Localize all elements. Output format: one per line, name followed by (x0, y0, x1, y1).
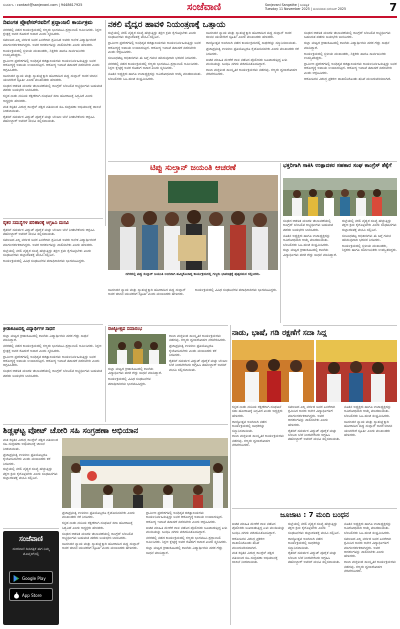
paragraph: ಶಾಲಾ ಮಕ್ಕಳಿಂದ ಸಾಂಸ್ಕೃತಿಕ ಕಾರ್ಯಕ್ರಮಗಳು ನಡೆದವು. ಗಣ್ಯರು ಧ್ವಜಾರೋಹಣ ನೆರವೇರಿಸಿದರು. (232, 434, 284, 448)
article-headline: ಶಿಡ್ಲಘಟ್ಟ ವೋಟ್ ಚೋರಿ ಸಹಿ ಸಂಗ್ರಹಣಾ ಅಭಿಯಾನ (3, 426, 139, 435)
paragraph: ರೈತರಿಗೆ ಸಮರ್ಪಕ ವಿದ್ಯುತ್ ಪೂರೈಕೆ ಮತ್ತು ಬೆಂಬಲ ಬೆಲೆ ನೀಡಬೇಕೆಂದು ಆಗ್ರಹಿಸಿ ತಹಶೀಲ್ದಾರ್ ಅವರಿಗೆ ಮನವಿ ಸಲ್ಲಿಸಲಾಯಿತು. (169, 359, 228, 372)
paragraph: ಕಾರ್ಯಕ್ರಮದಲ್ಲಿ ಸ್ಥಳೀಯ ಮುಖಂಡರು, ಶಿಕ್ಷಕರು ಹಾಗೂ ಸಾರ್ವಜನಿಕರು ಉಪಸ್ಥಿತರಿದ್ದರು. (3, 48, 85, 58)
article-body (3, 438, 59, 526)
article-body (283, 219, 338, 323)
paragraph: ಖಚಿತ ಮಾಹಿತಿ ಮೇರೆಗೆ ದಾಳಿ ನಡೆಸಿದ ಪೊಲೀಸರು ಜೂಜಾಡುತ್ತಿದ್ದ ಏಳು ಮಂದಿಯನ್ನು ಬಂಧಿಸಿ ನಗದು ವಶಪಡಿಸಿಕೊಂಡಿದ್ದಾರೆ. (232, 522, 285, 535)
article-body (304, 31, 397, 159)
paragraph: ಸಂಘದ ಆಡಳಿತ ಮಂಡಳಿ ಚುನಾವಣೆಯಲ್ಲಿ ಕಾಂಗ್ರೆಸ್ ಬೆಂಬಲಿತ ಅಭ್ಯರ್ಥಿಗಳು ಬಹುಮತ ಪಡೆದು ಜಯಭೇರಿ ಬಾರಿಸಿದರು. (304, 31, 391, 40)
paragraph: ಜಿಲ್ಲಾ ಮಟ್ಟದ ಕ್ರೀಡಾಕೂಟದಲ್ಲಿ ಶಾಲೆಯ ವಿದ್ಯಾರ್ಥಿಗಳು ಪದಕ ಗೆದ್ದು ಸಾಧನೆ ಮಾಡಿದ್ದಾರೆ. (3, 334, 89, 343)
paragraph: ಜಿಲ್ಲಾ ಮಟ್ಟದ ಕ್ರೀಡಾಕೂಟದಲ್ಲಿ ಶಾಲೆಯ ವಿದ್ಯಾರ್ಥಿಗಳು ಪದಕ ಗೆದ್ದು ಸಾಧನೆ ಮಾಡಿದ್ದಾರೆ. (304, 41, 390, 50)
paragraph: ಕಾರ್ಯಕ್ರಮದಲ್ಲಿ ಸ್ಥಳೀಯ ಮುಖಂಡರು, ಶಿಕ್ಷಕರು ಹಾಗೂ ಸಾರ್ವಜನಿಕರು ಉಪಸ್ಥಿತರಿದ್ದರು. (342, 244, 397, 253)
article-body (108, 31, 202, 159)
paragraph: ಪ್ರಜಾಪ್ರಭುತ್ವ ಉಳಿಸಲು ಪ್ರತಿಯೊಬ್ಬರೂ ಕೈಜೋಡಿಸಬೇಕು ಎಂದು ಮುಖಂಡರು ಕರೆ ನೀಡಿದರು. (169, 344, 217, 358)
section-divider (232, 508, 397, 509)
paragraph: ಗ್ರಾಮೀಣ ಪ್ರದೇಶಗಳಲ್ಲಿ ಅನಧಿಕೃತ ಚಿಕಿತ್ಸಾಲಯಗಳು ಕಾರ್ಯನಿರ್ವಹಿಸುತ್ತಿದ್ದು ಜನರ ಆರೋಗ್ಯಕ್ಕೆ ಅಪಾಯ ಉಂಟಾಗುತ್ತಿದೆ. ಆರೋಗ್ಯ ಇಲಾಖೆ ತಪಾಸಣೆ ನಡೆಸಬೇಕು ಎಂದು ಆಗ್ರಹಿಸಿದರು. (3, 354, 100, 368)
contact-email[interactable]: contact@sanjevani.com (16, 3, 58, 7)
promo-tagline: ಸಂಜೆವಾಣಿ ದಿನಪತ್ರಿಕೆ ಈಗ ನಿಮ್ಮ ಮೊಬೈಲ್‌ನಲ್ಲಿ (12, 547, 50, 556)
paragraph: ಜಿಲ್ಲಾ ಮಟ್ಟದ ಕ್ರೀಡಾಕೂಟದಲ್ಲಿ ಶಾಲೆಯ ವಿದ್ಯಾರ್ಥಿಗಳು ಪದಕ ಗೆದ್ದು ಸಾಧನೆ ಮಾಡಿದ್ದಾರೆ. (283, 248, 338, 257)
article-body (108, 367, 166, 422)
article-headline: ಭಕ್ತರಿಗಾಗಿ ಸಾಕಿಸಿ ಉತ್ಪಾದಕರ ಸಹಕಾರ ಸಂಘ ಕಾಂಗ್ರೆಸ್ ತೆಕ್ಕೆಗೆ (283, 163, 392, 169)
paragraph: ಸಮಾಜದ ಎಲ್ಲ ವರ್ಗದ ಜನರ ಏಳಿಗೆಗಾಗಿ ಶ್ರಮಿಸಿದ ಅವರು ಅನೇಕ ವಿದ್ಯಾರ್ಥಿಗಳಿಗೆ ಮಾರ್ಗದರ್ಶಕರಾಗಿದ್ದರು. ಅವರ ಆದರ್ಶಗಳನ್ನು ಪಾಲಿಸಬೇಕು ಎಂದು ಹೇಳಿದರು. (3, 38, 97, 47)
paragraph: ಗ್ರಾಮೀಣ ಪ್ರದೇಶಗಳಲ್ಲಿ ಅನಧಿಕೃತ ಚಿಕಿತ್ಸಾಲಯಗಳು ಕಾರ್ಯನಿರ್ವಹಿಸುತ್ತಿದ್ದು ಜನರ ಆರೋಗ್ಯಕ್ಕೆ ಅಪಾಯ ಉಂಟಾಗುತ್ತಿದೆ. ಆರೋಗ್ಯ ಇಲಾಖೆ ತಪಾಸಣೆ ನಡೆಸಬೇಕು ಎಂದು ಆಗ್ರಹಿಸಿದರು. (146, 511, 223, 524)
issue-date: Tuesday 11 November 2025 | ಮಂಗಳವಾರ ನವೆಂಬರ್ 2025 (265, 7, 346, 11)
article-body (3, 228, 103, 322)
promo-logo: ಸಂಜೆವಾಣಿ (19, 535, 43, 543)
contact-phone: 9448617925 (60, 3, 83, 7)
article-body (3, 334, 103, 422)
stage-photo (316, 340, 397, 402)
section-divider (3, 424, 228, 425)
paragraph: ರಾಜ್ಯೋತ್ಸವ ಅಂಗವಾಗಿ ನಡೆದ ಕಾರ್ಯಕ್ರಮದಲ್ಲಿ ಸಾಧಕರನ್ನು ಸನ್ಮಾನಿಸಲಾಯಿತು. (206, 41, 297, 46)
paragraph: ಜಿಲ್ಲೆಯಲ್ಲಿ ನಕಲಿ ವೈದ್ಯರ ಸಂಖ್ಯೆ ಹೆಚ್ಚುತ್ತಿದ್ದು ತಕ್ಷಣ ಕ್ರಮ ಕೈಗೊಳ್ಳಬೇಕು ಎಂದು ಸಂಘಟನೆಗಳು ಜಿಲ್ಲಾಡಳಿತಕ್ಕೆ ಮನವಿ ಸಲ್ಲಿಸಿವೆ. (108, 31, 197, 40)
paragraph: ಮತ ಕಳ್ಳತನ ವಿರುದ್ಧ ಕಾಂಗ್ರೆಸ್ ಪಕ್ಷದ ವತಿಯಿಂದ ಸಹಿ ಸಂಗ್ರಹಣಾ ಅಭಿಯಾನಕ್ಕೆ ಚಾಲನೆ ನೀಡಲಾಯಿತು. (3, 438, 59, 451)
coop-group-image (283, 178, 397, 216)
paragraph: ರೈತರಿಗೆ ಸಮರ್ಪಕ ವಿದ್ಯುತ್ ಪೂರೈಕೆ ಮತ್ತು ಬೆಂಬಲ ಬೆಲೆ ನೀಡಬೇಕೆಂದು ಆಗ್ರಹಿಸಿ ತಹಶೀಲ್ದಾರ್ ಅವರಿಗೆ ಮನವಿ ಸಲ್ಲಿಸಲಾಯಿತು. (3, 114, 95, 124)
paragraph: ಶಾಲಾ ಮಕ್ಕಳಿಂದ ಸಾಂಸ್ಕೃತಿಕ ಕಾರ್ಯಕ್ರಮಗಳು ನಡೆದವು. ಗಣ್ಯರು ಧ್ವಜಾರೋಹಣ ನೆರವೇರಿಸಿದರು. (169, 334, 227, 343)
paragraph: ಸಾಮಾಜಿಕ ನ್ಯಾಯ ಮತ್ತು ಸ್ವಾತಂತ್ರ್ಯಕ್ಕಾಗಿ ಹೋರಾಡಿದ ಟಿಪ್ಪು ಸುಲ್ತಾನ್ ಅವರ ಜೀವನ ಯುವಕರಿಗೆ ಸ್ಫೂರ್ತಿ ಎಂದು ಮುಖಂಡರು ಹೇಳಿದರು. (108, 288, 186, 297)
paragraph: ಜಿಲ್ಲೆಯಲ್ಲಿ ನಕಲಿ ವೈದ್ಯರ ಸಂಖ್ಯೆ ಹೆಚ್ಚುತ್ತಿದ್ದು ತಕ್ಷಣ ಕ್ರಮ ಕೈಗೊಳ್ಳಬೇಕು ಎಂದು ಸಂಘಟನೆಗಳು ಜಿಲ್ಲಾಡಳಿತಕ್ಕೆ ಮನವಿ ಸಲ್ಲಿಸಿವೆ. (288, 522, 340, 535)
paragraph: ನಗರದಲ್ಲಿ ನಡೆದ ಕಾರ್ಯಕ್ರಮದಲ್ಲಿ ಗಣ್ಯರು ಭಾಗವಹಿಸಿ ಶ್ರದ್ಧಾಂಜಲಿ ಅರ್ಪಿಸಿದರು. ಶಿಕ್ಷಣ ಕ್ಷೇತ್ರಕ್ಕೆ ಅವರ ಕೊಡುಗೆ ಅಪಾರ ಎಂದು ಸ್ಮರಿಸಿದರು. (3, 344, 102, 353)
column-rule (280, 163, 281, 323)
article-body (108, 288, 191, 322)
group-photo-image (108, 175, 278, 270)
paragraph: ಗ್ರಾಮೀಣ ಪ್ರದೇಶಗಳಲ್ಲಿ ಅನಧಿಕೃತ ಚಿಕಿತ್ಸಾಲಯಗಳು ಕಾರ್ಯನಿರ್ವಹಿಸುತ್ತಿದ್ದು ಜನರ ಆರೋಗ್ಯಕ್ಕೆ ಅಪಾಯ ಉಂಟಾಗುತ್ತಿದೆ. ಆರೋಗ್ಯ ಇಲಾಖೆ ತಪಾಸಣೆ ನಡೆಸಬೇಕು ಎಂದು ಆಗ್ರಹಿಸಿದರು. (304, 61, 397, 75)
paragraph: ನಗರದಲ್ಲಿ ನಡೆದ ಕಾರ್ಯಕ್ರಮದಲ್ಲಿ ಗಣ್ಯರು ಭಾಗವಹಿಸಿ ಶ್ರದ್ಧಾಂಜಲಿ ಅರ್ಪಿಸಿದರು. ಶಿಕ್ಷಣ ಕ್ಷೇತ್ರಕ್ಕೆ ಅವರ ಕೊಡುಗೆ ಅಪಾರ ಎಂದು ಸ್ಮರಿಸಿದರು. (3, 28, 102, 37)
paragraph: ಖಚಿತ ಮಾಹಿತಿ ಮೇರೆಗೆ ದಾಳಿ ನಡೆಸಿದ ಪೊಲೀಸರು ಜೂಜಾಡುತ್ತಿದ್ದ ಏಳು ಮಂದಿಯನ್ನು ಬಂಧಿಸಿ ನಗದು ವಶಪಡಿಸಿಕೊಂಡಿದ್ದಾರೆ. (206, 57, 288, 66)
paragraph: ಗ್ರಾಮೀಣ ಪ್ರದೇಶಗಳಲ್ಲಿ ಅನಧಿಕೃತ ಚಿಕಿತ್ಸಾಲಯಗಳು ಕಾರ್ಯನಿರ್ವಹಿಸುತ್ತಿದ್ದು ಜನರ ಆರೋಗ್ಯಕ್ಕೆ ಅಪಾಯ ಉಂಟಾಗುತ್ತಿದೆ. ಆರೋಗ್ಯ ಇಲಾಖೆ ತಪಾಸಣೆ ನಡೆಸಬೇಕು ಎಂದು ಆಗ್ರಹಿಸಿದರು. (3, 58, 100, 72)
google-play-button[interactable] (9, 571, 53, 584)
contact-label: ಸಂಪರ್ಕಿಸಿ : (3, 3, 17, 7)
paragraph: ರೈತರಿಗೆ ಸಮರ್ಪಕ ವಿದ್ಯುತ್ ಪೂರೈಕೆ ಮತ್ತು ಬೆಂಬಲ ಬೆಲೆ ನೀಡಬೇಕೆಂದು ಆಗ್ರಹಿಸಿ ತಹಶೀಲ್ದಾರ್ ಅವರಿಗೆ ಮನವಿ ಸಲ್ಲಿಸಲಾಯಿತು. (288, 551, 341, 565)
paragraph: ರೈತರಿಗೆ ಸಮರ್ಪಕ ವಿದ್ಯುತ್ ಪೂರೈಕೆ ಮತ್ತು ಬೆಂಬಲ ಬೆಲೆ ನೀಡಬೇಕೆಂದು ಆಗ್ರಹಿಸಿ ತಹಶೀಲ್ದಾರ್ ಅವರಿಗೆ ಮನವಿ ಸಲ್ಲಿಸಲಾಯಿತು. (288, 428, 341, 442)
paragraph: ಕನ್ನಡ ನಾಡು ನುಡಿಯ ರಕ್ಷಣೆಗಾಗಿ ಸಂಘಟನೆ ಸದಾ ಹೋರಾಟಕ್ಕೆ ಸಿದ್ಧವಿದೆ ಎಂದು ಅಧ್ಯಕ್ಷರು ಹೇಳಿದರು. (232, 405, 283, 418)
section-divider (3, 324, 103, 325)
paragraph: ಸಾಮಾಜಿಕ ನ್ಯಾಯ ಮತ್ತು ಸ್ವಾತಂತ್ರ್ಯಕ್ಕಾಗಿ ಹೋರಾಡಿದ ಟಿಪ್ಪು ಸುಲ್ತಾನ್ ಅವರ ಜೀವನ ಯುವಕರಿಗೆ ಸ್ಫೂರ್ತಿ ಎಂದು ಮುಖಂಡರು ಹೇಳಿದರು. (62, 541, 140, 551)
paragraph: ಸಂಘದ ಆಡಳಿತ ಮಂಡಳಿ ಚುನಾವಣೆಯಲ್ಲಿ ಕಾಂಗ್ರೆಸ್ ಬೆಂಬಲಿತ ಅಭ್ಯರ್ಥಿಗಳು ಬಹುಮತ ಪಡೆದು ಜಯಭೇರಿ ಬಾರಿಸಿದರು. (3, 369, 103, 378)
brief-image (108, 334, 166, 364)
paragraph: ಕಾರ್ಯಕ್ರಮದಲ್ಲಿ ವಿವಿಧ ಸಂಘಟನೆಗಳ ಪದಾಧಿಕಾರಿಗಳು ಭಾಗವಹಿಸಿದ್ದರು. (108, 377, 151, 386)
paragraph: ಪ್ರಜಾಪ್ರಭುತ್ವ ಉಳಿಸಲು ಪ್ರತಿಯೊಬ್ಬರೂ ಕೈಜೋಡಿಸಬೇಕು ಎಂದು ಮುಖಂಡರು ಕರೆ ನೀಡಿದರು. (62, 511, 135, 520)
paragraph: ನೂತನ ಅಧ್ಯಕ್ಷರು ಹಾಗೂ ಉಪಾಧ್ಯಕ್ಷರನ್ನು ಅವಿರೋಧವಾಗಿ ಆಯ್ಕೆ ಮಾಡಲಾಯಿತು. ಬೆಂಬಲಿಗರು ಸಿಹಿ ಹಂಚಿ ಸಂಭ್ರಮಿಸಿದರು. (283, 233, 330, 247)
article-body (232, 522, 285, 625)
campaign-photo (62, 438, 228, 508)
article-body (62, 511, 142, 625)
play-store-icon (13, 575, 20, 582)
column-rule (105, 326, 106, 422)
article-headline: ನಕಲಿ ವೈದ್ಯರ ಹಾವಳಿ ನಿಯಂತ್ರಣಕ್ಕೆ ಒತ್ತಾಯ (108, 19, 226, 29)
article-headline: ದಿವಂಗತ ಪ್ರೊಫೆಸರ್‌ರವರಿಗೆ ಶ್ರದ್ಧಾಂಜಲಿ ಕಾರ್ಯಕ್ರಮ (3, 20, 93, 26)
paragraph: ನೂತನ ಅಧ್ಯಕ್ಷರು ಹಾಗೂ ಉಪಾಧ್ಯಕ್ಷರನ್ನು ಅವಿರೋಧವಾಗಿ ಆಯ್ಕೆ ಮಾಡಲಾಯಿತು. ಬೆಂಬಲಿಗರು ಸಿಹಿ ಹಂಚಿ ಸಂಭ್ರಮಿಸಿದರು. (344, 405, 391, 418)
article-headline: ರೈತರ ಸಮಸ್ಯೆಗಳ ಪರಿಹಾರಕ್ಕೆ ಆಗ್ರಹಿಸಿ ಮನವಿ (3, 221, 69, 226)
page-number: 7 (389, 1, 397, 14)
paragraph: ಸಮಾಜದ ಎಲ್ಲ ವರ್ಗದ ಜನರ ಏಳಿಗೆಗಾಗಿ ಶ್ರಮಿಸಿದ ಅವರು ಅನೇಕ ವಿದ್ಯಾರ್ಥಿಗಳಿಗೆ ಮಾರ್ಗದರ್ಶಕರಾಗಿದ್ದರು. ಅವರ ಆದರ್ಶಗಳನ್ನು ಪಾಲಿಸಬೇಕು ಎಂದು ಹೇಳಿದರು. (344, 536, 392, 559)
app-store-label: App Store (22, 593, 42, 598)
app-store-button[interactable] (9, 588, 53, 601)
masthead-divider (3, 16, 397, 18)
contact-line: ಸಂಪರ್ಕಿಸಿ : contact@sanjevani.com | 9448617925 (3, 3, 83, 7)
paragraph: ಗ್ರಾಮೀಣ ಪ್ರದೇಶಗಳಲ್ಲಿ ಅನಧಿಕೃತ ಚಿಕಿತ್ಸಾಲಯಗಳು ಕಾರ್ಯನಿರ್ವಹಿಸುತ್ತಿದ್ದು ಜನರ ಆರೋಗ್ಯಕ್ಕೆ ಅಪಾಯ ಉಂಟಾಗುತ್ತಿದೆ. ಆರೋಗ್ಯ ಇಲಾಖೆ ತಪಾಸಣೆ ನಡೆಸಬೇಕು ಎಂದು ಆಗ್ರಹಿಸಿದರು. (108, 41, 201, 55)
paragraph: ನಗರದಲ್ಲಿ ನಡೆದ ಕಾರ್ಯಕ್ರಮದಲ್ಲಿ ಗಣ್ಯರು ಭಾಗವಹಿಸಿ ಶ್ರದ್ಧಾಂಜಲಿ ಅರ್ಪಿಸಿದರು. ಶಿಕ್ಷಣ ಕ್ಷೇತ್ರಕ್ಕೆ ಅವರ ಕೊಡುಗೆ ಅಪಾರ ಎಂದು ಸ್ಮರಿಸಿದರು. (146, 536, 227, 545)
article-body (342, 219, 397, 323)
felicitation-image (232, 340, 314, 402)
newspaper-logo: ಸಂಜೆವಾಣಿ (187, 2, 221, 13)
column-rule (230, 325, 231, 625)
paragraph: ಜಿಲ್ಲಾ ಮಟ್ಟದ ಕ್ರೀಡಾಕೂಟದಲ್ಲಿ ಶಾಲೆಯ ವಿದ್ಯಾರ್ಥಿಗಳು ಪದಕ ಗೆದ್ದು ಸಾಧನೆ ಮಾಡಿದ್ದಾರೆ. (108, 367, 163, 376)
paragraph: ಮತ ಕಳ್ಳತನ ವಿರುದ್ಧ ಕಾಂಗ್ರೆಸ್ ಪಕ್ಷದ ವತಿಯಿಂದ ಸಹಿ ಸಂಗ್ರಹಣಾ ಅಭಿಯಾನಕ್ಕೆ ಚಾಲನೆ ನೀಡಲಾಯಿತು. (232, 551, 278, 565)
stage-image (316, 340, 397, 402)
paragraph: ಸಂಘದ ಆಡಳಿತ ಮಂಡಳಿ ಚುನಾವಣೆಯಲ್ಲಿ ಕಾಂಗ್ರೆಸ್ ಬೆಂಬಲಿತ ಅಭ್ಯರ್ಥಿಗಳು ಬಹುಮತ ಪಡೆದು ಜಯಭೇರಿ ಬಾರಿಸಿದರು. (283, 219, 333, 232)
article-body (344, 522, 397, 625)
paragraph: ಮತ ಕಳ್ಳತನ ವಿರುದ್ಧ ಕಾಂಗ್ರೆಸ್ ಪಕ್ಷದ ವತಿಯಿಂದ ಸಹಿ ಸಂಗ್ರಹಣಾ ಅಭಿಯಾನಕ್ಕೆ ಚಾಲನೆ ನೀಡಲಾಯಿತು. (3, 104, 102, 113)
section-divider (108, 161, 397, 162)
paragraph: ಜಿಲ್ಲೆಯಲ್ಲಿ ನಕಲಿ ವೈದ್ಯರ ಸಂಖ್ಯೆ ಹೆಚ್ಚುತ್ತಿದ್ದು ತಕ್ಷಣ ಕ್ರಮ ಕೈಗೊಳ್ಳಬೇಕು ಎಂದು ಸಂಘಟನೆಗಳು ಜಿಲ್ಲಾಡಳಿತಕ್ಕೆ ಮನವಿ ಸಲ್ಲಿಸಿವೆ. (3, 248, 92, 258)
paragraph: ಪ್ರಜಾಪ್ರಭುತ್ವ ಉಳಿಸಲು ಪ್ರತಿಯೊಬ್ಬರೂ ಕೈಜೋಡಿಸಬೇಕು ಎಂದು ಮುಖಂಡರು ಕರೆ ನೀಡಿದರು. (206, 47, 299, 56)
article-body (195, 288, 278, 322)
edition-name: Sanjevani Sangathe | ದಿನಪತ್ರಿಕೆ (265, 3, 310, 7)
paragraph: ಶಾಲಾ ಮಕ್ಕಳಿಂದ ಸಾಂಸ್ಕೃತಿಕ ಕಾರ್ಯಕ್ರಮಗಳು ನಡೆದವು. ಗಣ್ಯರು ಧ್ವಜಾರೋಹಣ ನೆರವೇರಿಸಿದರು. (344, 560, 396, 574)
column-rule (105, 20, 106, 226)
article-headline: ಜೂಜಾಟ : 7 ಮಂದಿ ಬಂಧನ (280, 511, 349, 519)
paragraph: ಸಂಬಂಧಪಟ್ಟ ಅಧಿಕಾರಿಗಳು ಈ ಬಗ್ಗೆ ಗಮನ ಹರಿಸುವುದಾಗಿ ಭರವಸೆ ನೀಡಿದರು. (342, 233, 392, 243)
paragraph: ಸಮಾಜದ ಎಲ್ಲ ವರ್ಗದ ಜನರ ಏಳಿಗೆಗಾಗಿ ಶ್ರಮಿಸಿದ ಅವರು ಅನೇಕ ವಿದ್ಯಾರ್ಥಿಗಳಿಗೆ ಮಾರ್ಗದರ್ಶಕರಾಗಿದ್ದರು. ಅವರ ಆದರ್ಶಗಳನ್ನು ಪಾಲಿಸಬೇಕು ಎಂದು ಹೇಳಿದರು. (288, 405, 336, 427)
article-headline: ನಾಡು, ಭಾಷೆ, ಗಡಿ ರಕ್ಷಣೆಗೆ ಸದಾ ಸಿದ್ದ (232, 328, 327, 337)
section-divider (283, 325, 397, 326)
paragraph: ಸಂಘದ ಆಡಳಿತ ಮಂಡಳಿ ಚುನಾವಣೆಯಲ್ಲಿ ಕಾಂಗ್ರೆಸ್ ಬೆಂಬಲಿತ ಅಭ್ಯರ್ಥಿಗಳು ಬಹುಮತ ಪಡೆದು ಜಯಭೇರಿ ಬಾರಿಸಿದರು. (3, 83, 103, 93)
paragraph: ರಾಜ್ಯೋತ್ಸವ ಅಂಗವಾಗಿ ನಡೆದ ಕಾರ್ಯಕ್ರಮದಲ್ಲಿ ಸಾಧಕರನ್ನು ಸನ್ಮಾನಿಸಲಾಯಿತು. (288, 536, 323, 550)
paragraph: ಕನ್ನಡ ನಾಡು ನುಡಿಯ ರಕ್ಷಣೆಗಾಗಿ ಸಂಘಟನೆ ಸದಾ ಹೋರಾಟಕ್ಕೆ ಸಿದ್ಧವಿದೆ ಎಂದು ಅಧ್ಯಕ್ಷರು ಹೇಳಿದರು. (62, 521, 133, 530)
felicitation-photo (232, 340, 314, 402)
paragraph: ಖಚಿತ ಮಾಹಿತಿ ಮೇರೆಗೆ ದಾಳಿ ನಡೆಸಿದ ಪೊಲೀಸರು ಜೂಜಾಡುತ್ತಿದ್ದ ಏಳು ಮಂದಿಯನ್ನು ಬಂಧಿಸಿ ನಗದು ವಶಪಡಿಸಿಕೊಂಡಿದ್ದಾರೆ. (146, 525, 228, 535)
article-body (344, 405, 397, 505)
article-body (146, 511, 228, 625)
campaign-banner-image (62, 438, 228, 508)
masthead (3, 3, 397, 15)
paragraph: ಜಿಲ್ಲೆಯಲ್ಲಿ ನಕಲಿ ವೈದ್ಯರ ಸಂಖ್ಯೆ ಹೆಚ್ಚುತ್ತಿದ್ದು ತಕ್ಷಣ ಕ್ರಮ ಕೈಗೊಳ್ಳಬೇಕು ಎಂದು ಸಂಘಟನೆಗಳು ಜಿಲ್ಲಾಡಳಿತಕ್ಕೆ ಮನವಿ ಸಲ್ಲಿಸಿವೆ. (3, 467, 58, 481)
paragraph: ಸಮಾಜದ ಎಲ್ಲ ವರ್ಗದ ಜನರ ಏಳಿಗೆಗಾಗಿ ಶ್ರಮಿಸಿದ ಅವರು ಅನೇಕ ವಿದ್ಯಾರ್ಥಿಗಳಿಗೆ ಮಾರ್ಗದರ್ಶಕರಾಗಿದ್ದರು. ಅವರ ಆದರ್ಶಗಳನ್ನು ಪಾಲಿಸಬೇಕು ಎಂದು ಹೇಳಿದರು. (3, 238, 97, 247)
paragraph: ರೈತರಿಗೆ ಸಮರ್ಪಕ ವಿದ್ಯುತ್ ಪೂರೈಕೆ ಮತ್ತು ಬೆಂಬಲ ಬೆಲೆ ನೀಡಬೇಕೆಂದು ಆಗ್ರಹಿಸಿ ತಹಶೀಲ್ದಾರ್ ಅವರಿಗೆ ಮನವಿ ಸಲ್ಲಿಸಲಾಯಿತು. (3, 228, 95, 237)
article-body (169, 334, 228, 422)
paragraph: ಸಾಮಾಜಿಕ ನ್ಯಾಯ ಮತ್ತು ಸ್ವಾತಂತ್ರ್ಯಕ್ಕಾಗಿ ಹೋರಾಡಿದ ಟಿಪ್ಪು ಸುಲ್ತಾನ್ ಅವರ ಜೀವನ ಯುವಕರಿಗೆ ಸ್ಫೂರ್ತಿ ಎಂದು ಮುಖಂಡರು ಹೇಳಿದರು. (206, 31, 292, 40)
photo-caption: ನಗರದಲ್ಲಿ ಟಿಪ್ಪು ಸುಲ್ತಾನ್ ಜಯಂತಿ ಅಂಗವಾಗಿ ಹಮ್ಮಿಕೊಂಡಿದ್ದ ಕಾರ್ಯಕ್ರಮದಲ್ಲಿ ಗಣ್ಯರು ಭಾವಚಿತ್ರಕ್ಕೆ ಪುಷ್ಪನಮನ ಸಲ್ಲಿಸಿದರು. (125, 272, 261, 276)
article-body (3, 28, 103, 216)
article-headline: ರಾಜ್ಯೋತ್ಸವ ಸಮಾರಂಭ (108, 327, 143, 332)
paragraph: ಕಾರ್ಯಕ್ರಮದಲ್ಲಿ ಸ್ಥಳೀಯ ಮುಖಂಡರು, ಶಿಕ್ಷಕರು ಹಾಗೂ ಸಾರ್ವಜನಿಕರು ಉಪಸ್ಥಿತರಿದ್ದರು. (304, 51, 386, 61)
paragraph: ರಾಜ್ಯೋತ್ಸವ ಅಂಗವಾಗಿ ನಡೆದ ಕಾರ್ಯಕ್ರಮದಲ್ಲಿ ಸಾಧಕರನ್ನು ಸನ್ಮಾನಿಸಲಾಯಿತು. (232, 419, 267, 433)
article-body (288, 522, 341, 625)
article-headline: ಟಿಪ್ಪು ಸುಲ್ತಾನ್ ಜಯಂತಿ ಆಚರಣೆ (150, 163, 236, 172)
paragraph: ಆರೋಪಿಗಳ ವಿರುದ್ಧ ಪ್ರಕರಣ ದಾಖಲಿಸಿಕೊಂಡು ತನಿಖೆ ಮುಂದುವರಿಸಲಾಗಿದೆ. (232, 536, 265, 550)
paragraph: ಪ್ರಜಾಪ್ರಭುತ್ವ ಉಳಿಸಲು ಪ್ರತಿಯೊಬ್ಬರೂ ಕೈಜೋಡಿಸಬೇಕು ಎಂದು ಮುಖಂಡರು ಕರೆ ನೀಡಿದರು. (3, 452, 51, 466)
brief-photo (108, 334, 166, 364)
paragraph: ಕಾರ್ಯಕ್ರಮದಲ್ಲಿ ವಿವಿಧ ಸಂಘಟನೆಗಳ ಪದಾಧಿಕಾರಿಗಳು ಭಾಗವಹಿಸಿದ್ದರು. (3, 258, 86, 263)
section-divider (3, 218, 103, 219)
paragraph: ಕಾರ್ಯಕ್ರಮದಲ್ಲಿ ವಿವಿಧ ಸಂಘಟನೆಗಳ ಪದಾಧಿಕಾರಿಗಳು ಭಾಗವಹಿಸಿದ್ದರು. (195, 288, 278, 292)
paragraph: ಜಿಲ್ಲಾ ಮಟ್ಟದ ಕ್ರೀಡಾಕೂಟದಲ್ಲಿ ಶಾಲೆಯ ವಿದ್ಯಾರ್ಥಿಗಳು ಪದಕ ಗೆದ್ದು ಸಾಧನೆ ಮಾಡಿದ್ದಾರೆ. (146, 546, 223, 555)
paragraph: ಸಂಘದ ಆಡಳಿತ ಮಂಡಳಿ ಚುನಾವಣೆಯಲ್ಲಿ ಕಾಂಗ್ರೆಸ್ ಬೆಂಬಲಿತ ಅಭ್ಯರ್ಥಿಗಳು ಬಹುಮತ ಪಡೆದು ಜಯಭೇರಿ ಬಾರಿಸಿದರು. (62, 531, 133, 541)
paragraph: ನೂತನ ಅಧ್ಯಕ್ಷರು ಹಾಗೂ ಉಪಾಧ್ಯಕ್ಷರನ್ನು ಅವಿರೋಧವಾಗಿ ಆಯ್ಕೆ ಮಾಡಲಾಯಿತು. ಬೆಂಬಲಿಗರು ಸಿಹಿ ಹಂಚಿ ಸಂಭ್ರಮಿಸಿದರು. (108, 72, 202, 81)
section-divider (3, 528, 59, 529)
apple-icon (13, 592, 20, 599)
google-play-label: Google Play (22, 576, 46, 581)
app-promo-box (3, 531, 59, 625)
paragraph: ಸಂಬಂಧಪಟ್ಟ ಅಧಿಕಾರಿಗಳು ಈ ಬಗ್ಗೆ ಗಮನ ಹರಿಸುವುದಾಗಿ ಭರವಸೆ ನೀಡಿದರು. (108, 56, 197, 61)
paragraph: ಸಾಮಾಜಿಕ ನ್ಯಾಯ ಮತ್ತು ಸ್ವಾತಂತ್ರ್ಯಕ್ಕಾಗಿ ಹೋರಾಡಿದ ಟಿಪ್ಪು ಸುಲ್ತಾನ್ ಅವರ ಜೀವನ ಯುವಕರಿಗೆ ಸ್ಫೂರ್ತಿ ಎಂದು ಮುಖಂಡರು ಹೇಳಿದರು. (3, 73, 98, 83)
article-body (206, 31, 300, 159)
edition-line (265, 3, 377, 11)
paragraph: ಶಾಲಾ ಮಕ್ಕಳಿಂದ ಸಾಂಸ್ಕೃತಿಕ ಕಾರ್ಯಕ್ರಮಗಳು ನಡೆದವು. ಗಣ್ಯರು ಧ್ವಜಾರೋಹಣ ನೆರವೇರಿಸಿದರು. (206, 67, 298, 77)
paragraph: ಕನ್ನಡ ನಾಡು ನುಡಿಯ ರಕ್ಷಣೆಗಾಗಿ ಸಂಘಟನೆ ಸದಾ ಹೋರಾಟಕ್ಕೆ ಸಿದ್ಧವಿದೆ ಎಂದು ಅಧ್ಯಕ್ಷರು ಹೇಳಿದರು. (3, 94, 93, 103)
paragraph: ನೂತನ ಅಧ್ಯಕ್ಷರು ಹಾಗೂ ಉಪಾಧ್ಯಕ್ಷರನ್ನು ಅವಿರೋಧವಾಗಿ ಆಯ್ಕೆ ಮಾಡಲಾಯಿತು. ಬೆಂಬಲಿಗರು ಸಿಹಿ ಹಂಚಿ ಸಂಭ್ರಮಿಸಿದರು. (344, 522, 391, 535)
article-headline: ಕ್ರೀಡಾಕೂಟದಲ್ಲಿ ವಿದ್ಯಾರ್ಥಿಗಳ ಸಾಧನೆ (3, 327, 55, 332)
coop-photo (283, 178, 397, 216)
article-body (288, 405, 341, 505)
paragraph: ಜಿಲ್ಲೆಯಲ್ಲಿ ನಕಲಿ ವೈದ್ಯರ ಸಂಖ್ಯೆ ಹೆಚ್ಚುತ್ತಿದ್ದು ತಕ್ಷಣ ಕ್ರಮ ಕೈಗೊಳ್ಳಬೇಕು ಎಂದು ಸಂಘಟನೆಗಳು ಜಿಲ್ಲಾಡಳಿತಕ್ಕೆ ಮನವಿ ಸಲ್ಲಿಸಿವೆ. (342, 219, 397, 232)
paragraph: ನಗರದಲ್ಲಿ ನಡೆದ ಕಾರ್ಯಕ್ರಮದಲ್ಲಿ ಗಣ್ಯರು ಭಾಗವಹಿಸಿ ಶ್ರದ್ಧಾಂಜಲಿ ಅರ್ಪಿಸಿದರು. ಶಿಕ್ಷಣ ಕ್ಷೇತ್ರಕ್ಕೆ ಅವರ ಕೊಡುಗೆ ಅಪಾರ ಎಂದು ಸ್ಮರಿಸಿದರು. (108, 61, 199, 71)
article-body (232, 405, 285, 505)
paragraph: ಸಾಮಾಜಿಕ ನ್ಯಾಯ ಮತ್ತು ಸ್ವಾತಂತ್ರ್ಯಕ್ಕಾಗಿ ಹೋರಾಡಿದ ಟಿಪ್ಪು ಸುಲ್ತಾನ್ ಅವರ ಜೀವನ ಯುವಕರಿಗೆ ಸ್ಫೂರ್ತಿ ಎಂದು ಮುಖಂಡರು ಹೇಳಿದರು. (344, 419, 393, 437)
paragraph: ಆರೋಪಿಗಳ ವಿರುದ್ಧ ಪ್ರಕರಣ ದಾಖಲಿಸಿಕೊಂಡು ತನಿಖೆ ಮುಂದುವರಿಸಲಾಗಿದೆ. (304, 76, 392, 81)
event-photo (108, 175, 278, 270)
section-divider (108, 325, 228, 326)
